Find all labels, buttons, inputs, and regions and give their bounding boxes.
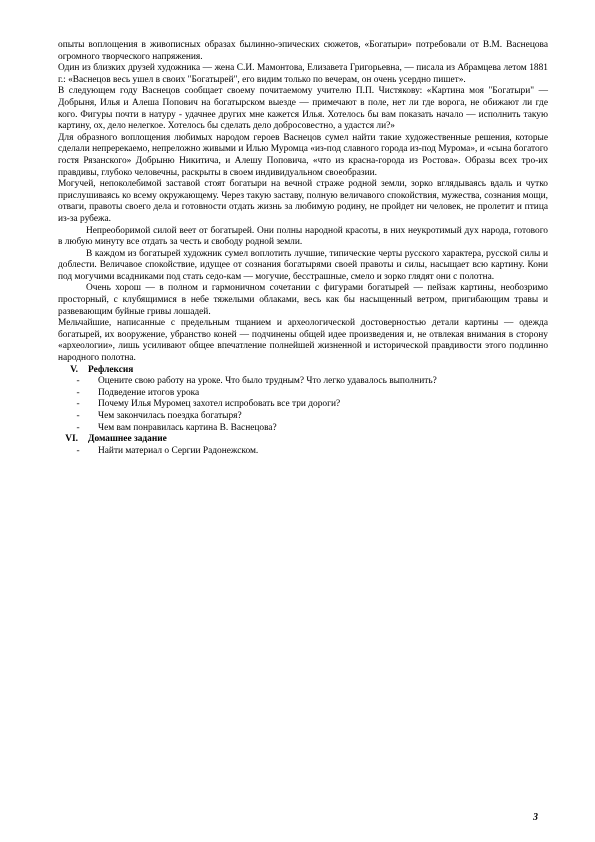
paragraph-chistyakov-letter: В следующем году Васнецов сообщает своему почитаемому учителю П.П. Чистякову: «Картина моя "Богатыри" — Добрыня, Илья и Алеша Попович на богатырском выезде — примечают в поле, нет ли где ворога, не обижают ли где кого. Фигуры почти в натуру - удачнее других мне кажется Илья. Хотелось бы вам показать начало — исполнить такую картину, ох, дело нелегкое. Хотелось бы сделать дело добросовестно, а удастся ли?» <box>58 86 548 132</box>
list-item <box>58 446 548 458</box>
paragraph-details: Мельчайшие, написанные с предельным тщанием и археологической достоверностью детали картины — одежда богатырей, их вооружение, убранство коней — подчинены общей идее произведения и, не отвлекая внимания в сторону «археологии», лишь усиливают общее впечатление полнейшей жизненной и исторической правдивости этого подлинно народного полотна. <box>58 318 548 364</box>
paragraph-indomitable-force: Непреоборимой силой веет от богатырей. Они полны народной красоты, в них неукротимый дух народа, готового в любую минуту все отдать за честь и свободу родной земли. <box>58 225 548 248</box>
section-number: V. <box>70 364 78 375</box>
list-item <box>58 411 548 423</box>
list-item <box>58 423 548 435</box>
paragraph-landscape: Очень хорош — в полном и гармоничном сочетании с фигурами богатырей — пейзаж картины, необозримо просторный, с клубящимися в небе тяжелыми облаками, весь как бы насыщенный ветром, пригибающим травы и развевающим буйные гривы лошадей. <box>58 283 548 317</box>
list-item-text: Чем закончилась поездка богатыря? <box>98 411 242 421</box>
dash-bullet: - <box>76 387 80 398</box>
list-item <box>58 376 548 388</box>
page-number: 3 <box>533 812 538 823</box>
dash-bullet: - <box>76 445 80 456</box>
paragraph-outpost: Могучей, непоколебимой заставой стоят богатыри на вечной страже родной земли, зорко вглядываясь вдаль и чутко прислушиваясь ко всему окружающему. Через такую заставу, полную величавого спокойствия, мужества, сознания мощи, отваги, правоты своего дела и готовности отдать жизнь за любимую родину, не пройдет ни человек, не пролетит и птица из-за рубежа. <box>58 179 548 224</box>
paragraph-intro: опыты воплощения в живописных образах былинно-эпических сюжетов, «Богатыри» потребовали от В.М. Васнецова огромного творческого напряжения. <box>58 40 548 62</box>
dash-bullet: - <box>76 422 80 433</box>
list-item-text: Оцените свою работу на уроке. Что было трудным? Что легко удавалось выполнить? <box>98 376 437 387</box>
section-title: Рефлексия <box>88 364 134 375</box>
homework-list <box>58 446 548 458</box>
list-item <box>58 388 548 400</box>
paragraph-russian-character: В каждом из богатырей художник сумел воплотить лучшие, типические черты русского характера, русской силы и доблести. Величавое спокойствие, идущее от сознания богатырями своей правоты и силы, насыщает всю картину. Кони под могучими всадниками под стать седо-кам — могучие, бесстрашные, смело и зорко глядят они с полотна. <box>58 248 548 282</box>
list-item <box>58 399 548 411</box>
section-reflection-heading <box>58 365 548 377</box>
reflection-list <box>58 376 548 434</box>
list-item-text: Чем вам понравилась картина В. Васнецова? <box>98 422 277 433</box>
dash-bullet: - <box>76 411 80 421</box>
list-item-text: Найти материал о Сергии Радонежском. <box>98 445 259 456</box>
section-number: VI. <box>65 434 78 445</box>
dash-bullet: - <box>76 399 80 410</box>
paragraph-mamontova-quote: Один из близких друзей художника — жена С.И. Мамонтова, Елизавета Григорьевна, — писала из Абрамцева летом 1881 г.: «Васнецов весь ушел в своих "Богатырей", его видим только по вечерам, он очень усердно пишет». <box>58 63 548 85</box>
section-homework-heading <box>58 434 548 446</box>
dash-bullet: - <box>76 376 80 387</box>
list-item-text: Почему Илья Муромец захотел испробовать все три дороги? <box>98 399 341 410</box>
section-title: Домашнее задание <box>88 434 167 445</box>
document-page <box>58 40 548 457</box>
list-item-text: Подведение итогов урока <box>98 387 200 398</box>
paragraph-heroes-images: Для образного воплощения любимых народом героев Васнецов сумел найти такие художественные решения, которые сделали непререкаемо, непреложно живыми и Илью Муромца «из-под славного города из-под Мурома», и «сына богатого гостя Рязанского» Добрыню Никитича, и Алешу Поповича, «что из красна-города из Ростова». Образы всех трo-их правдивы, глубоко человечны, раскрыты в своем индивидуальном своеобразии. <box>58 132 548 178</box>
